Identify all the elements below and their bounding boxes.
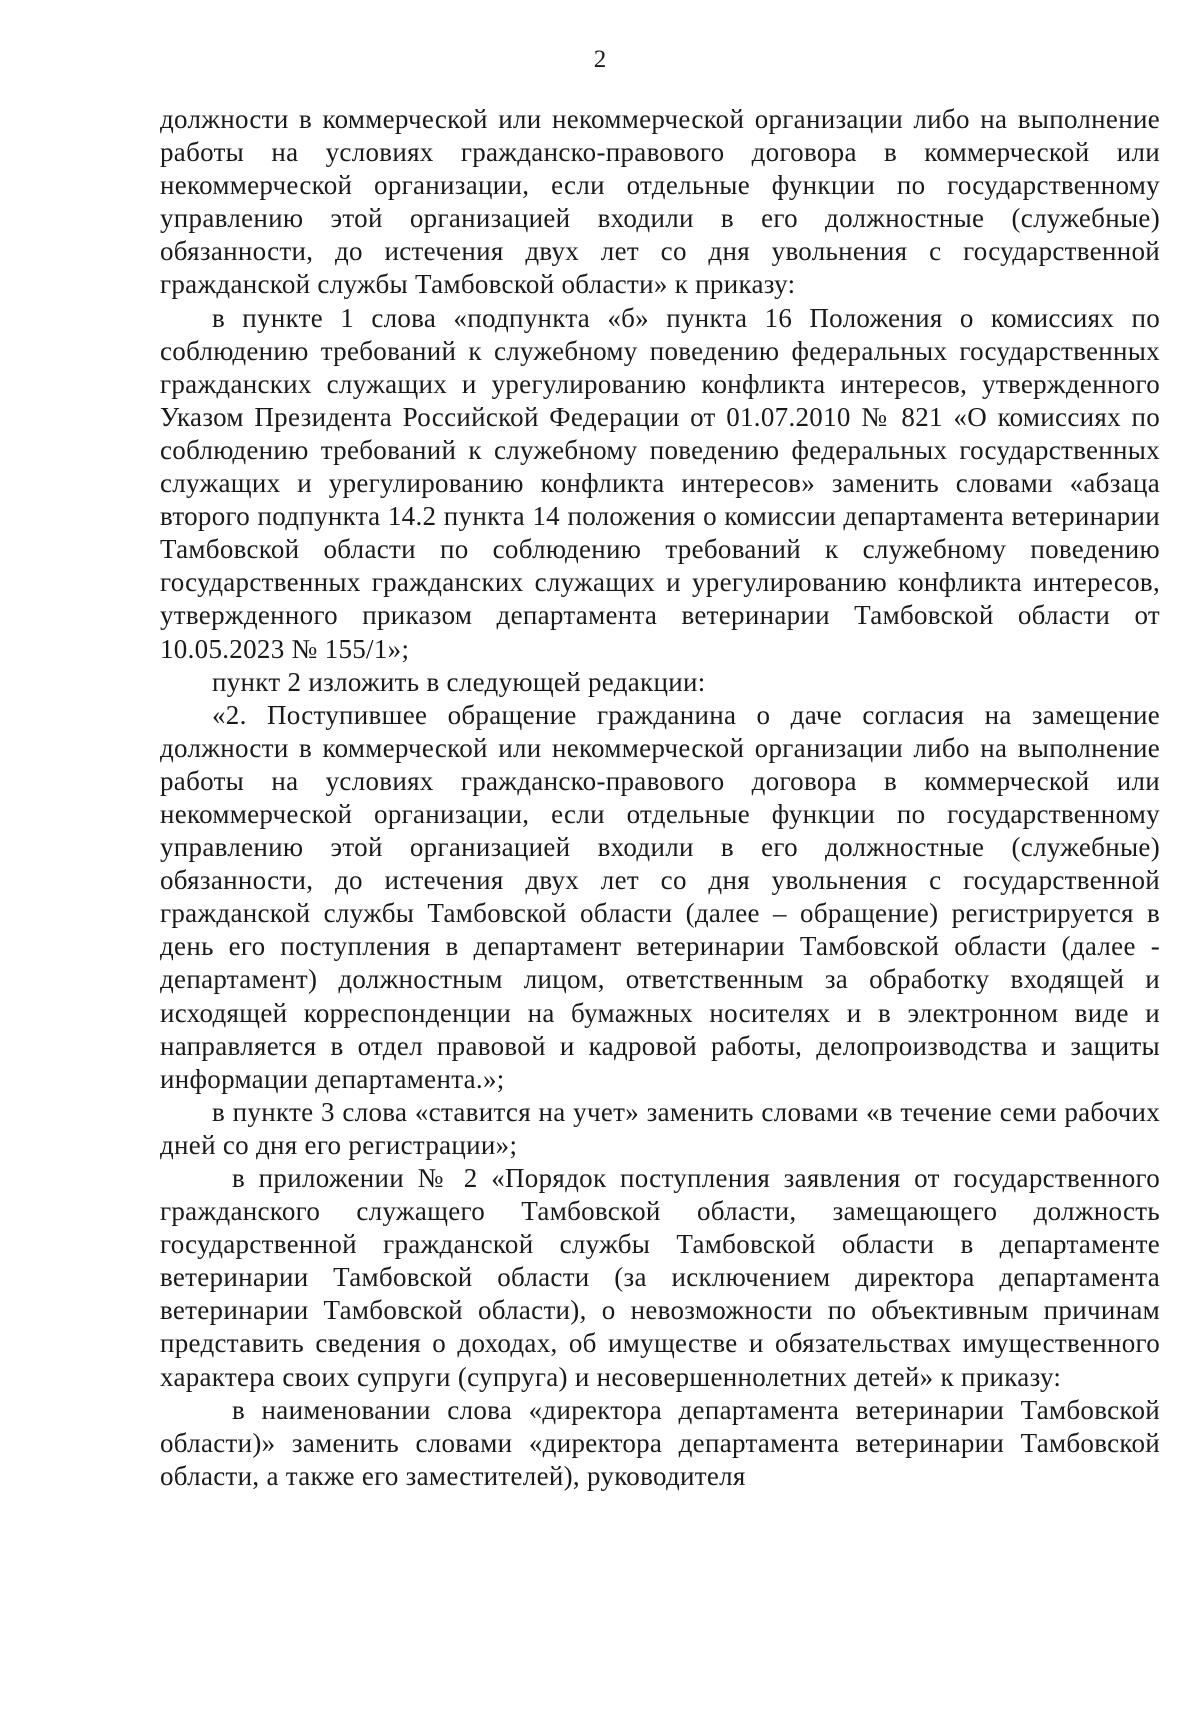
paragraph-point-3-amendment: в пункте 3 слова «ставится на учет» заменить словами «в течение семи рабочих дней со дня его регистрации»;	[160, 1096, 1160, 1160]
page-number: 2	[593, 46, 607, 73]
paragraph-point-2-intro: пункт 2 изложить в следующей редакции:	[212, 666, 706, 697]
paragraph-continuation: должности в коммерческой или некоммерческой организации либо на выполнение работы на условиях гражданско-правового договора в коммерческой или некоммерческой организации, если отдельные функции по государственному управлению этой организацией входили в его должностные (служебные) обязанности, до истечения двух лет со дня увольнения с государственной гражданской службы Тамбовской области» к приказу:	[160, 104, 1160, 300]
paragraph-point-2-text: «2. Поступившее обращение гражданина о даче согласия на замещение должности в коммерческой или некоммерческой организации либо на выполнение работы на условиях гражданско-правового договора в коммерческой или некоммерческой организации, если отдельные функции по государственному управлению этой организацией входили в его должностные (служебные) обязанности, до истечения двух лет со дня увольнения с государственной гражданской службы Тамбовской области (далее – обращение) регистрируется в день его поступления в департамент ветеринарии Тамбовской области (далее - департамент) должностным лицом, ответственным за обработку входящей и исходящей корреспонденции на бумажных носителях и в электронном виде и направляется в отдел правовой и кадровой работы, делопроизводства и защиты информации департамента.»;	[160, 699, 1160, 1094]
paragraph-point-1-amendment: в пункте 1 слова «подпункта «б» пункта 16 Положения о комиссиях по соблюдению требований к служебному поведению федеральных государственных гражданских служащих и урегулированию конфликта интересов, утвержденного Указом Президента Российской Федерации от 01.07.2010 № 821 «О комиссиях по соблюдению требований к служебному поведению федеральных государственных служащих и урегулированию конфликта интересов» заменить словами «абзаца второго подпункта 14.2 пункта 14 положения о комиссии департамента ветеринарии Тамбовской области по соблюдению требований к служебному поведению государственных гражданских служащих и урегулированию конфликта интересов, утвержденного приказом департамента ветеринарии Тамбовской области от 10.05.2023 № 155/1»;	[160, 302, 1160, 664]
paragraph-appendix-2-intro: в приложении № 2 «Порядок поступления заявления от государственного гражданского служащего Тамбовской области, замещающего должность государственной гражданской службы Тамбовской области в департаменте ветеринарии Тамбовской области (за исключением директора департамента ветеринарии Тамбовской области), о невозможности по объективным причинам представить сведения о доходах, об имуществе и обязательствах имущественного характера своих супруги (супруга) и несовершеннолетних детей» к приказу:	[160, 1163, 1160, 1392]
document-body	[160, 103, 1160, 1493]
paragraph-appendix-2-title-amendment: в наименовании слова «директора департамента ветеринарии Тамбовской области)» заменить словами «директора департамента ветеринарии Тамбовской области, а также его заместителей), руководителя	[160, 1394, 1160, 1491]
